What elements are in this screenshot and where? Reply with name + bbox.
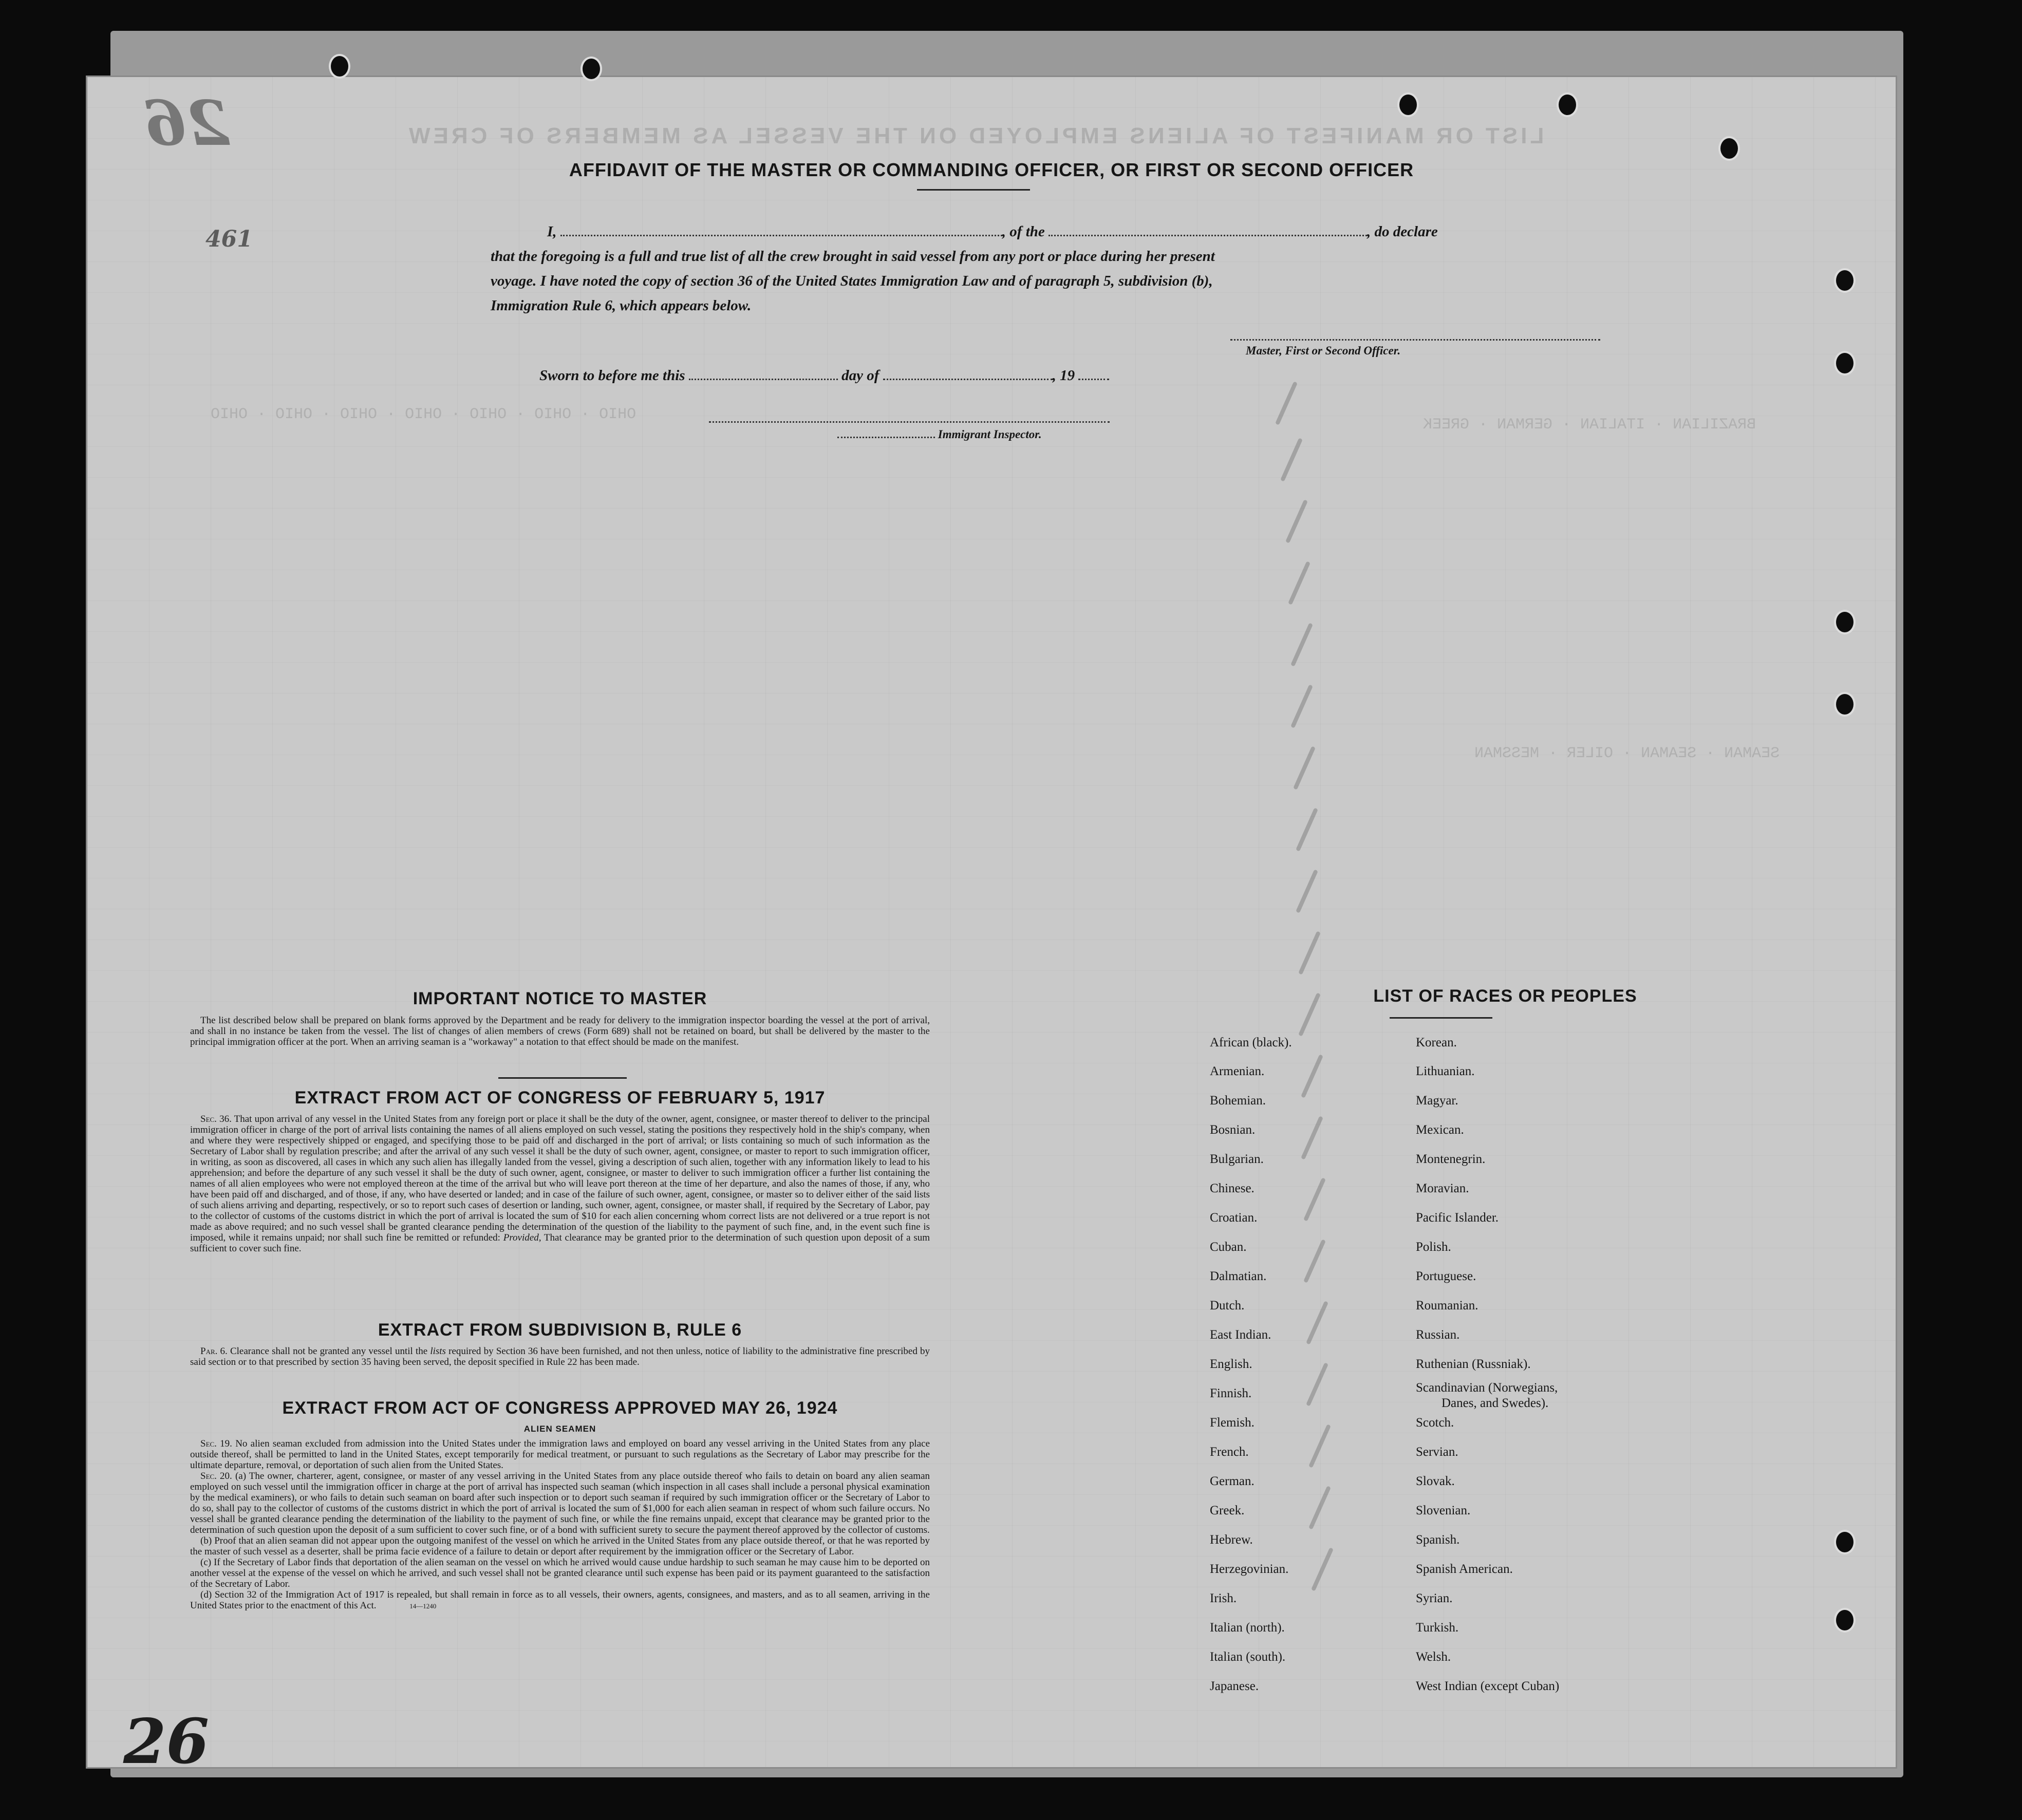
race-right: Moravian.: [1416, 1181, 1469, 1195]
race-right: Servian.: [1416, 1445, 1458, 1459]
race-right: Roumanian.: [1416, 1299, 1478, 1312]
affidavit-line-1: [547, 223, 1438, 240]
vessel-name-field[interactable]: [1049, 235, 1367, 236]
race-left: Finnish.: [1210, 1386, 1252, 1400]
race-left: Herzegovinian.: [1210, 1562, 1289, 1576]
race-left: Cuban.: [1210, 1240, 1247, 1254]
master-signature-label: Master, First or Second Officer.: [1246, 344, 1401, 357]
race-left: African (black).: [1210, 1036, 1292, 1049]
race-right: Korean.: [1416, 1036, 1457, 1049]
race-left: East Indian.: [1210, 1328, 1271, 1342]
extract-1924-text: Sec. 19. No alien seaman excluded from admission into the United States under the immigration laws and employed on board any vessel arriving in the United States from any place outside thereof, shall be permitted to land in the United States, except temporarily for medical treatment, or pursuant to such regulations as the Secretary of Labor may prescribe for the ultimate departure, removal, or deportation of such alien from the United States. Sec. 20. (a) The owner, charterer, agent, consignee, or master of any vessel arriving in the United States from any place outside thereof who fails to detain on board any alien seaman employed on such vessel until the immigration officer in charge at the port of arrival has inspected such seaman (which inspection in all cases shall include a personal physical examination by the medical examiners), or who fails to detain such seaman on board after such inspection or to deport such seaman if required by such immigration officer or the Secretary of Labor to do so, shall pay to the collector of customs of the customs district in which the port of arrival is located the sum of $1,000 for each alien seaman in respect of whom such failure occurs. No vessel shall be granted clearance pending the determination of the liability to the payment of such fine, or while the fine remains unpaid, except that clearance may be granted prior to the determination of such question upon the deposit of a sum sufficient to cover such fine, or of a bond with sufficient surety to secure the payment thereof approved by the collector of customs. (b) Proof that an alien seaman did not appear upon the outgoing manifest of the vessel on which he arrived in the United States from any place outside thereof, or that he was reported by the master of such vessel as a deserter, shall be prima facie evidence of a failure to detain or deport after requirement by the immigration officer or the Secretary of Labor. (c) If the Secretary of Labor finds that deportation of the alien seaman on the vessel on which he arrived would cause undue hardship to such seaman he may cause him to be deported on another vessel at the expense of the vessel on which he arrived, and such vessel shall not be granted clearance until such expense has been paid or its payment guaranteed to the satisfaction of the Secretary of Labor. (d) Section 32 of the Immigration Act of 1917 is repealed, but shall remain in force as to all vessels, their owners, agents, consignees, and masters, and as to all seamen, arriving in the United States prior to the enactment of this Act. 14—1240: [190, 1438, 930, 1611]
manifest-page: [87, 77, 1896, 1778]
handwritten-margin-mark: 461: [205, 226, 253, 252]
race-left: Irish.: [1210, 1591, 1237, 1605]
race-right: Mexican.: [1416, 1123, 1464, 1137]
punch-hole: [329, 54, 350, 79]
race-right: Scotch.: [1416, 1416, 1454, 1430]
punch-hole: [581, 57, 602, 81]
race-right: Welsh.: [1416, 1650, 1451, 1664]
sworn-day-of: day of: [841, 367, 879, 384]
race-right: Slovak.: [1416, 1474, 1455, 1488]
race-right: Slovenian.: [1416, 1504, 1471, 1517]
bleed-column-3: SEAMAN · SEAMAN · OILER · MESSMAN: [1474, 745, 1780, 762]
affidavit-i: I,: [547, 223, 557, 240]
race-right: Lithuanian.: [1416, 1064, 1475, 1078]
punch-hole: [1557, 92, 1578, 117]
master-signature-line[interactable]: [1230, 339, 1600, 341]
race-right: Polish.: [1416, 1240, 1451, 1254]
extract-1924-title: EXTRACT FROM ACT OF CONGRESS APPROVED MAY 26, 1924: [282, 1398, 838, 1418]
punch-hole: [1718, 136, 1740, 161]
sworn-line: [539, 367, 1109, 384]
notice-text: The list described below shall be prepared on blank forms approved by the Department and be ready for delivery to the immigration inspector boarding the vessel at the port of arrival, and shall in no instance be taken from the vessel. The list of changes of alien members of crews (Form 689) shall not be retained on board, but shall be delivered by the master to the principal immigration officer at the port. When an arriving seaman is a "workaway" a notation to that effect should be made on the manifest.: [190, 1015, 930, 1047]
affidavit-line-2: that the foregoing is a full and true list of all the crew brought in said vessel from any port or place during her present: [491, 248, 1215, 265]
affidavit-line-3: voyage. I have noted the copy of section 36 of the United States Immigration Law and of paragraph 5, subdivision (b),: [491, 273, 1213, 289]
race-left: English.: [1210, 1357, 1252, 1371]
sworn-month-field[interactable]: [883, 379, 1053, 380]
race-left: German.: [1210, 1474, 1255, 1488]
race-left: Bulgarian.: [1210, 1152, 1264, 1166]
notice-title: IMPORTANT NOTICE TO MASTER: [413, 989, 707, 1008]
race-right: Scandinavian (Norwegians,: [1416, 1381, 1558, 1395]
race-left: Japanese.: [1210, 1679, 1259, 1693]
bleed-column-1: OHIO · OHIO · OHIO · OHIO · OHIO · OHIO · OHIO: [211, 406, 636, 423]
inspector-signature-line[interactable]: [709, 421, 1110, 423]
extract-1924-subtitle: ALIEN SEAMEN: [523, 1424, 596, 1434]
race-left: Greek.: [1210, 1504, 1245, 1517]
sworn-year-prefix: , 19: [1052, 367, 1075, 384]
extract-rule6-text: Par. 6. Clearance shall not be granted any vessel until the lists required by Section 36 have been furnished, and not then unless, notice of liability to the administrative fine prescribed by said section or to that prescribed by section 35 having been served, the deposit specified in Rule 22 has been made.: [190, 1346, 930, 1367]
race-right: Spanish.: [1416, 1533, 1460, 1547]
affidavit-title: AFFIDAVIT OF THE MASTER OR COMMANDING OFFICER, OR FIRST OR SECOND OFFICER: [569, 159, 1414, 180]
punch-hole: [1834, 610, 1856, 634]
extract-1917-text: Sec. 36. That upon arrival of any vessel in the United States from any foreign port or place it shall be the duty of the owner, agent, consignee, or master thereof to deliver to the principal immigration officer in charge of the port of arrival lists containing the names of all aliens employed on such vessel, stating the positions they respectively hold in the ship's company, when and where they were respectively shipped or engaged, and specifying those to be paid off and discharged in the port of arrival; or lists containing so much of such information as the Secretary of Labor shall by regulation prescribe; and after the arrival of any such vessel it shall be the duty of such owner, agent, consignee, or master to report to such immigration officer, in writing, as soon as discovered, all cases in which any such alien has illegally landed from the vessel, giving a description of such alien, together with any information likely to lead to his apprehension; and before the departure of any such vessel it shall be the duty of such owner, agent, consignee, or master to deliver to such immigration officer a further list containing the names of all alien employees who were not employed thereon at the time of the arrival but who will leave port thereon at the time of her departure, and also the names of those, if any, who have been paid off and discharged, and of those, if any, who have deserted or landed; and in case of the failure of such owner, agent, consignee, or master so to deliver either of the said lists of such aliens arriving and departing, respectively, or so to report such cases of desertion or landing, such owner, agent, consignee, or master shall, if required by the Secretary of Labor, pay to the collector of customs of the customs district in which the port of arrival is located the sum of $10 for each alien concerning whom correct lists are not delivered or a true report is not made as above required; and no such vessel shall be granted clearance pending the determination of the question of the liability to the payment of such fine, and, in the event such fine is imposed, while it remains unpaid; nor shall such fine be remitted or refunded: Provided, That clearance may be granted prior to the determination of such question upon deposit of a sum sufficient to cover such fine.: [190, 1114, 930, 1254]
affidavit-do-declare: , do declare: [1367, 223, 1438, 240]
affidavit-of-the: , of the: [1002, 223, 1045, 240]
sworn-day-field[interactable]: [689, 379, 838, 380]
inspector-signature-label: Immigrant Inspector.: [837, 428, 1042, 441]
race-left: Italian (north).: [1210, 1621, 1285, 1635]
extract-1917-title: EXTRACT FROM ACT OF CONGRESS OF FEBRUARY 5, 1917: [294, 1088, 826, 1108]
race-left: Italian (south).: [1210, 1650, 1286, 1664]
race-right-continuation: Danes, and Swedes).: [1441, 1396, 1549, 1410]
affidavit-title-rule: [917, 189, 1030, 191]
race-left: Hebrew.: [1210, 1533, 1253, 1547]
race-right: Spanish American.: [1416, 1562, 1513, 1576]
races-title: LIST OF RACES OR PEOPLES: [1373, 986, 1637, 1006]
affidavit-line-4: Immigration Rule 6, which appears below.: [491, 297, 752, 314]
punch-hole: [1397, 92, 1419, 117]
race-right: Portuguese.: [1416, 1269, 1476, 1283]
race-right: Montenegrin.: [1416, 1152, 1486, 1166]
race-right: Russian.: [1416, 1328, 1460, 1342]
race-right: West Indian (except Cuban): [1416, 1679, 1560, 1693]
bleed-through-title: LIST OR MANIFEST OF ALIENS EMPLOYED ON THE VESSEL AS MEMBERS OF CREW: [406, 123, 1544, 148]
race-right: Pacific Islander.: [1416, 1211, 1499, 1225]
race-right: Turkish.: [1416, 1621, 1459, 1635]
extract-rule6-title: EXTRACT FROM SUBDIVISION B, RULE 6: [378, 1320, 742, 1340]
bleed-column-2: BRAZILIAN · ITALIAN · GERMAN · GREEK: [1423, 416, 1756, 434]
race-left: French.: [1210, 1445, 1249, 1459]
race-right: Magyar.: [1416, 1094, 1458, 1108]
punch-hole: [1834, 1530, 1856, 1554]
punch-hole: [1834, 268, 1856, 293]
races-title-rule: [1390, 1017, 1492, 1019]
punch-hole: [1834, 1608, 1856, 1633]
race-right: Syrian.: [1416, 1591, 1453, 1605]
handwritten-page-number-bottom: 26: [123, 1705, 209, 1778]
race-left: Croatian.: [1210, 1211, 1258, 1225]
sworn-year-field[interactable]: [1078, 379, 1109, 380]
race-left: Dutch.: [1210, 1299, 1245, 1312]
master-name-field[interactable]: [560, 235, 1002, 236]
sworn-text: Sworn to before me this: [539, 367, 685, 384]
race-left: Flemish.: [1210, 1416, 1255, 1430]
race-left: Bosnian.: [1210, 1123, 1256, 1137]
notice-rule: [498, 1077, 627, 1079]
handwritten-page-number-top: 26: [144, 87, 230, 160]
race-right: Ruthenian (Russniak).: [1416, 1357, 1531, 1371]
race-left: Dalmatian.: [1210, 1269, 1267, 1283]
race-left: Armenian.: [1210, 1064, 1265, 1078]
race-left: Bohemian.: [1210, 1094, 1266, 1108]
race-left: Chinese.: [1210, 1181, 1255, 1195]
punch-hole: [1834, 351, 1856, 376]
punch-hole: [1834, 692, 1856, 717]
